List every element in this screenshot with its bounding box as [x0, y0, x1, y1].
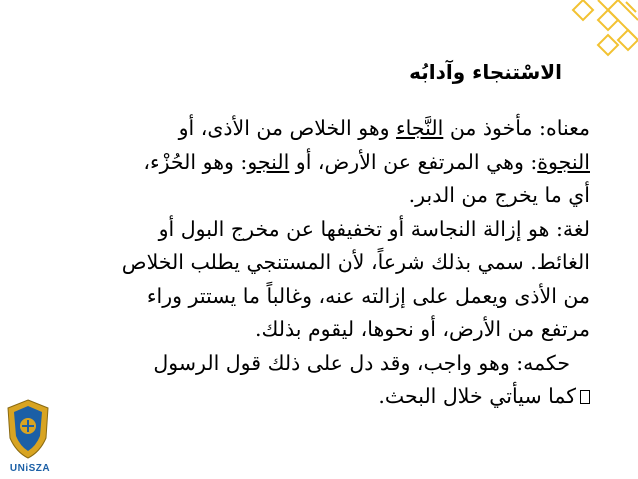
text-line-9 — [30, 380, 590, 414]
body-text — [30, 112, 590, 414]
underlined-term: النجو — [247, 149, 290, 174]
text-line-7: مرتفع من الأرض، أو نحوها، ليقوم بذلك. — [254, 317, 590, 341]
text-line-6: من الأذى ويعمل على إزالته عنه، وغالباً ما يستتر وراء — [146, 283, 590, 308]
text-segment: معناه: مأخوذ من — [443, 116, 590, 140]
crest-icon — [4, 398, 52, 460]
underlined-term: النَّجاء — [396, 116, 444, 140]
text-line-8: حكمه: وهو واجب، وقد دل على ذلك قول الرسول — [153, 350, 570, 375]
underlined-term: النجوة — [537, 149, 590, 174]
text-line-4: لغة: هو إزالة النجاسة أو تخفيفها عن مخرج البول أو — [158, 216, 590, 241]
text-segment: : وهي المرتفع عن الأرض، أو — [289, 149, 538, 174]
slide-title: الاسْتنجاء وآدابُه — [409, 60, 562, 84]
missing-glyph-icon — [580, 390, 590, 404]
text-line-2 — [30, 146, 590, 180]
text-line-1 — [30, 112, 590, 146]
decorative-corner-pattern — [548, 0, 638, 60]
text-segment: وهو الخلاص من الأذى، أو — [178, 116, 397, 140]
text-line-5: الغائط. سمي بذلك شرعاً، لأن المستنجي يطلب الخلاص — [121, 250, 590, 274]
text-segment: كما سيأتي خلال البحث. — [378, 384, 576, 408]
text-segment: : وهو الحُزْء، — [143, 149, 248, 174]
text-line-3: أي ما يخرج من الدبر. — [408, 183, 590, 207]
university-logo — [4, 398, 52, 476]
logo-text: UNiSZA — [9, 463, 51, 474]
